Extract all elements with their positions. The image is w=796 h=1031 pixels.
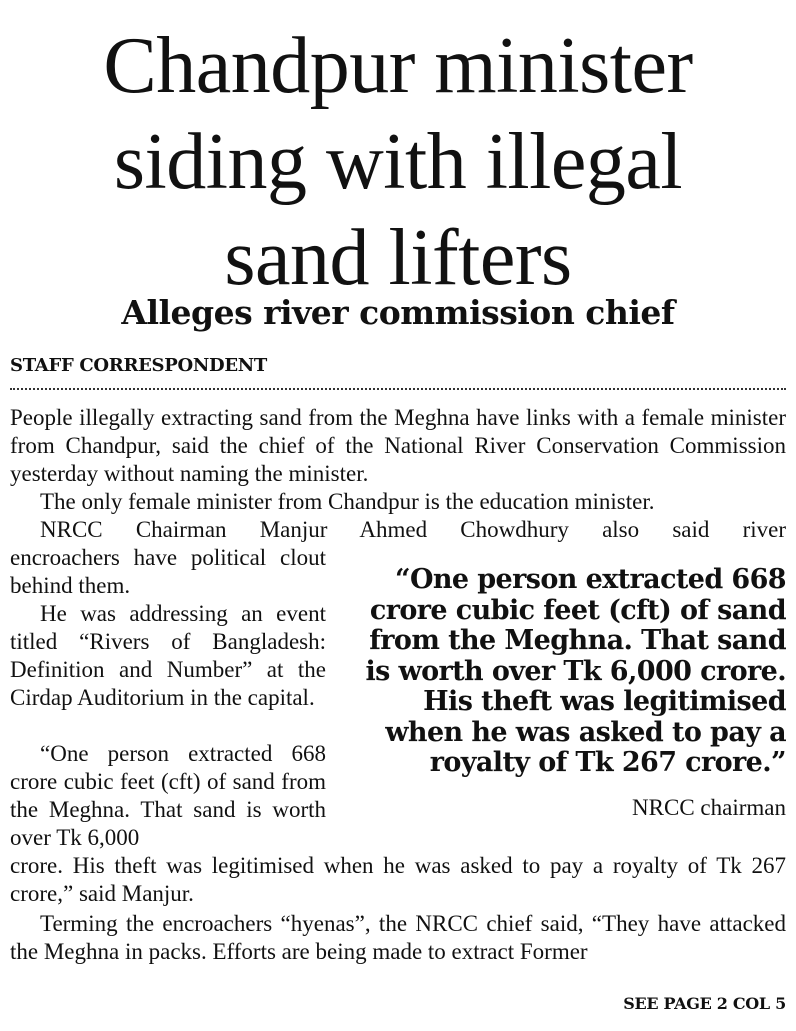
paragraph-4: He was addressing an event titled “Rivers of Bangladesh: Definition and Number” at the Cirdap Auditorium in the capital. (10, 601, 326, 710)
pull-quote-attribution: NRCC chairman (632, 795, 786, 820)
byline: STAFF CORRESPONDENT (10, 355, 267, 376)
subheadline: Alleges river commission chief (121, 293, 675, 332)
headline-line-3: sand lifters (224, 214, 572, 302)
paragraph-6: Terming the encroachers “hyenas”, the NRCC chief said, “They have attacked the Meghna in packs. Efforts are being made to extract Former (10, 911, 786, 964)
paragraph-2: The only female minister from Chandpur is the education minister. (40, 489, 655, 514)
paragraph-5: “One person extracted 668 crore cubic feet (cft) of sand from the Meghna. That sand is worth over Tk 6,000 (10, 741, 326, 850)
headline (10, 18, 786, 306)
paragraph-1: People illegally extracting sand from the Meghna have links with a female minister from Chandpur, said the chief of the National River Conservation Commission yesterday without naming the minister. (10, 405, 786, 486)
paragraph-3-continued: encroachers have political clout behind them. (10, 545, 326, 598)
headline-line-2: siding with illegal (113, 118, 683, 206)
paragraph-5-continued: crore. His theft was legitimised when he was asked to pay a royalty of Tk 267 crore,” said Manjur. (10, 853, 786, 906)
dotted-divider (10, 388, 786, 390)
continued-jump-link[interactable]: SEE PAGE 2 COL 5 (623, 994, 786, 1013)
paragraph-3-first-line: NRCC Chairman Manjur Ahmed Chowdhury also said river (40, 517, 786, 542)
pull-quote: “One person extracted 668 crore cubic feet (cft) of sand from the Meghna. That sand is worth over Tk 6,000 crore. His theft was legitimised when he was asked to pay a royalty of Tk 267 crore.” (365, 564, 786, 778)
headline-line-1: Chandpur minister (103, 22, 693, 110)
